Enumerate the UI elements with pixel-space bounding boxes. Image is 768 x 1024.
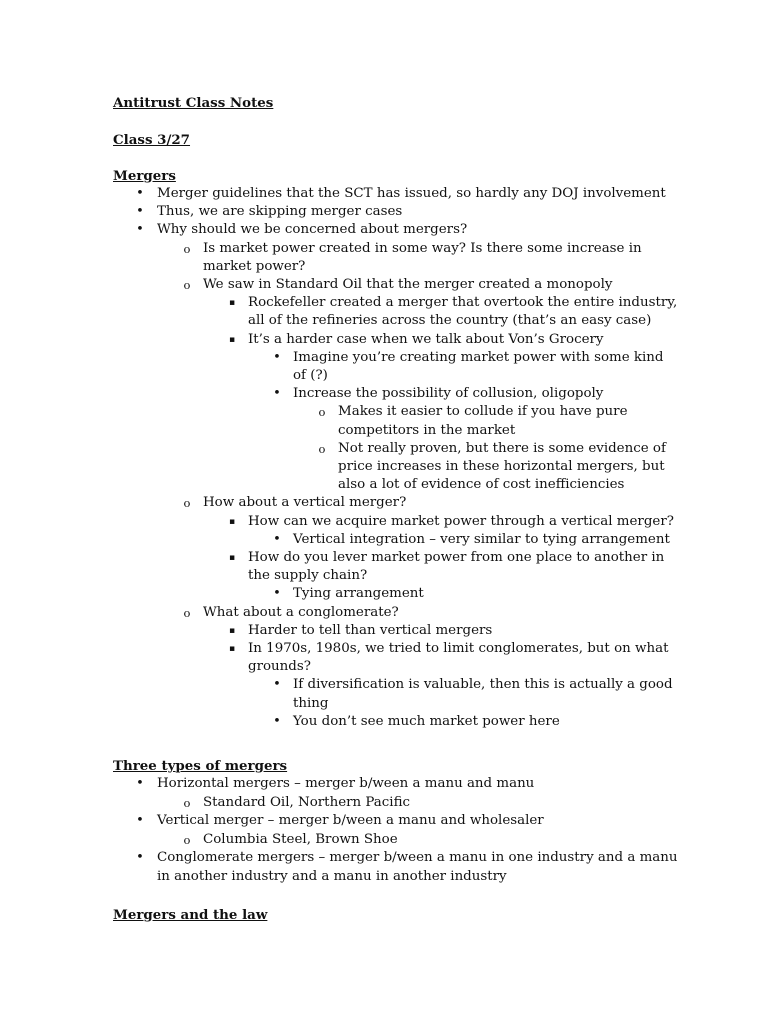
list-marker: ▪ [228, 298, 236, 308]
list-item: What about a conglomerate? [203, 605, 399, 620]
list-item: market power? [203, 259, 306, 274]
list-item: How about a vertical merger? [203, 495, 407, 510]
list-item: Merger guidelines that the SCT has issued, so hardly any DOJ involvement [157, 186, 666, 201]
list-marker: o [183, 606, 191, 620]
class-date-heading: Class 3/27 [113, 132, 191, 148]
section-heading-mergers: Mergers [113, 168, 176, 184]
list-item: In 1970s, 1980s, we tried to limit conglomerates, but on what [248, 641, 669, 656]
document-title: Antitrust Class Notes [113, 95, 274, 111]
list-marker: • [273, 350, 281, 365]
section-heading-three-types: Three types of mergers [113, 758, 288, 774]
list-item: Vertical integration – very similar to tying arrangement [293, 532, 670, 547]
list-item: Why should we be concerned about mergers? [157, 222, 468, 237]
list-marker: • [273, 714, 281, 729]
list-marker: • [273, 532, 281, 547]
list-item: Conglomerate mergers – merger b/ween a manu in one industry and a manu [157, 850, 678, 865]
list-marker: • [273, 386, 281, 401]
list-item: How can we acquire market power through a vertical merger? [248, 514, 674, 529]
list-marker: ▪ [228, 553, 236, 563]
list-marker: ▪ [228, 517, 236, 527]
list-marker: • [136, 186, 144, 201]
list-marker: ▪ [228, 626, 236, 636]
list-item: Horizontal mergers – merger b/ween a manu and manu [157, 776, 535, 791]
list-marker: • [273, 586, 281, 601]
list-item: Standard Oil, Northern Pacific [203, 795, 410, 810]
list-item: price increases in these horizontal mergers, but [338, 459, 665, 474]
list-item: Imagine you’re creating market power with some kind [293, 350, 664, 365]
list-marker: ▪ [228, 644, 236, 654]
list-marker: o [183, 242, 191, 256]
list-item: of (?) [293, 368, 328, 383]
list-item: Tying arrangement [293, 586, 424, 601]
list-item: competitors in the market [338, 423, 516, 438]
list-item: the supply chain? [248, 568, 368, 583]
list-item: Makes it easier to collude if you have pure [338, 404, 628, 419]
list-marker: o [183, 278, 191, 292]
list-marker: • [136, 222, 144, 237]
list-marker: • [136, 204, 144, 219]
list-marker: o [318, 442, 326, 456]
list-marker: • [273, 677, 281, 692]
list-item: If diversification is valuable, then this is actually a good [293, 677, 673, 692]
section-heading-mergers-and-law: Mergers and the law [113, 907, 268, 923]
list-marker: • [136, 850, 144, 865]
list-item: in another industry and a manu in another industry [157, 869, 507, 884]
list-item: Harder to tell than vertical mergers [248, 623, 493, 638]
list-item: all of the refineries across the country (that’s an easy case) [248, 313, 652, 328]
list-item: Columbia Steel, Brown Shoe [203, 832, 398, 847]
list-item: You don’t see much market power here [293, 714, 560, 729]
list-marker: ▪ [228, 335, 236, 345]
list-item: We saw in Standard Oil that the merger created a monopoly [203, 277, 613, 292]
list-marker: o [183, 796, 191, 810]
list-marker: o [183, 833, 191, 847]
list-item: Thus, we are skipping merger cases [157, 204, 403, 219]
list-item: How do you lever market power from one place to another in [248, 550, 665, 565]
list-item: grounds? [248, 659, 311, 674]
list-marker: o [183, 496, 191, 510]
list-marker: o [318, 405, 326, 419]
list-item: Rockefeller created a merger that overtook the entire industry, [248, 295, 678, 310]
list-item: Is market power created in some way? Is there some increase in [203, 241, 642, 256]
list-marker: • [136, 776, 144, 791]
list-item: Not really proven, but there is some evidence of [338, 441, 666, 456]
list-item: thing [293, 696, 329, 711]
list-marker: • [136, 813, 144, 828]
list-item: Vertical merger – merger b/ween a manu and wholesaler [157, 813, 544, 828]
list-item: Increase the possibility of collusion, oligopoly [293, 386, 604, 401]
list-item: also a lot of evidence of cost inefficiencies [338, 477, 625, 492]
list-item: It’s a harder case when we talk about Von’s Grocery [248, 332, 604, 347]
